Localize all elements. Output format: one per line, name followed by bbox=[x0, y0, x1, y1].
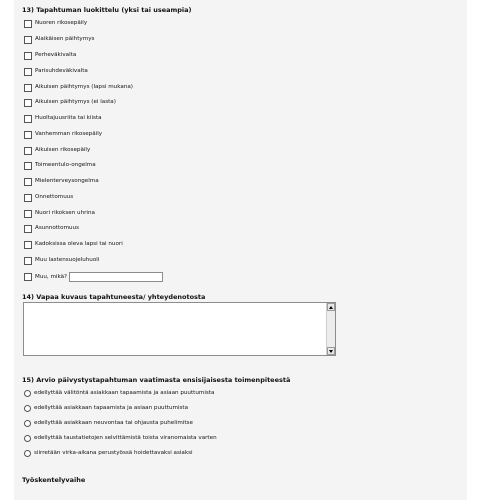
radio-label: edellyttää asiakkaan neuvontaa tai ohjausta puhelimitse bbox=[34, 420, 193, 426]
checkbox-label: Aikuisen rikosepäily bbox=[35, 147, 91, 153]
q15-option-row[interactable] bbox=[24, 434, 217, 443]
description-textarea[interactable] bbox=[23, 302, 336, 356]
scroll-up-button[interactable] bbox=[327, 303, 335, 311]
checkbox[interactable] bbox=[24, 162, 32, 170]
checkbox[interactable] bbox=[24, 178, 32, 186]
checkbox-label: Asunnottomuus bbox=[35, 225, 80, 231]
q13-option-row[interactable] bbox=[24, 240, 123, 249]
checkbox-label: Kadoksissa oleva lapsi tai nuori bbox=[35, 241, 123, 247]
radio-button[interactable] bbox=[24, 435, 31, 442]
scroll-down-button[interactable] bbox=[327, 347, 335, 355]
q13-option-row[interactable] bbox=[24, 177, 99, 186]
checkbox[interactable] bbox=[24, 225, 32, 233]
q13-option-row[interactable] bbox=[24, 193, 73, 202]
radio-button[interactable] bbox=[24, 420, 31, 427]
other-checkbox[interactable] bbox=[24, 273, 32, 281]
q13-option-row[interactable] bbox=[24, 146, 90, 155]
radio-label: edellyttää välitöntä asiakkaan tapaamista ja asiaan puuttumista bbox=[34, 390, 215, 396]
radio-label: edellyttää taustatietojen selvittämistä toista viranomaista varten bbox=[34, 435, 217, 441]
q13-option-row[interactable] bbox=[24, 19, 87, 28]
checkbox-label: Parisuhdeväkivalta bbox=[35, 68, 88, 74]
checkbox[interactable] bbox=[24, 210, 32, 218]
q14-title: 14) Vapaa kuvaus tapahtuneesta/ yhteydenotosta bbox=[22, 293, 206, 301]
textarea-scrollbar[interactable] bbox=[326, 303, 335, 355]
checkbox[interactable] bbox=[24, 68, 32, 76]
q13-option-row[interactable] bbox=[24, 130, 102, 139]
checkbox[interactable] bbox=[24, 241, 32, 249]
q13-option-row[interactable] bbox=[24, 98, 116, 107]
checkbox-label: Nuori rikoksen uhrina bbox=[35, 210, 95, 216]
checkbox-label: Perheväkivalta bbox=[35, 52, 77, 58]
q13-option-row[interactable] bbox=[24, 35, 94, 44]
checkbox[interactable] bbox=[24, 84, 32, 92]
q15-option-row[interactable] bbox=[24, 389, 214, 398]
q15-option-row[interactable] bbox=[24, 449, 193, 458]
q13-option-row[interactable] bbox=[24, 114, 102, 123]
q15-title: 15) Arvio päivystystapahtuman vaatimasta ensisijaisesta toimenpiteestä bbox=[22, 376, 291, 384]
checkbox[interactable] bbox=[24, 99, 32, 107]
checkbox[interactable] bbox=[24, 194, 32, 202]
checkbox[interactable] bbox=[24, 52, 32, 60]
other-text-input[interactable] bbox=[69, 272, 163, 282]
q13-option-row[interactable] bbox=[24, 209, 95, 218]
q15-option-row[interactable] bbox=[24, 404, 188, 413]
arrow-up-icon bbox=[329, 306, 333, 309]
checkbox-label: Alaikäisen päihtymys bbox=[35, 36, 95, 42]
q15-option-row[interactable] bbox=[24, 419, 193, 428]
checkbox[interactable] bbox=[24, 257, 32, 265]
checkbox-label: Mielenterveysongelma bbox=[35, 178, 99, 184]
checkbox-label: Vanhemman rikosepäily bbox=[35, 131, 103, 137]
q13-option-row[interactable] bbox=[24, 161, 96, 170]
other-label: Muu, mikä? bbox=[35, 273, 68, 280]
radio-button[interactable] bbox=[24, 390, 31, 397]
checkbox[interactable] bbox=[24, 20, 32, 28]
arrow-down-icon bbox=[329, 350, 333, 353]
section-heading: Työskentelyvaihe bbox=[22, 476, 86, 484]
checkbox-label: Huoltajuusriita tai kiista bbox=[35, 115, 102, 121]
q13-option-row[interactable] bbox=[24, 51, 76, 60]
radio-label: edellyttää asiakkaan tapaamista ja asiaan puuttumista bbox=[34, 405, 189, 411]
form-page bbox=[14, 0, 467, 500]
checkbox[interactable] bbox=[24, 147, 32, 155]
radio-label: siirretään virka-aikana perustyössä hoidettavaksi asiaksi bbox=[34, 450, 193, 456]
checkbox-label: Muu lastensuojeluhuoli bbox=[35, 257, 100, 263]
radio-button[interactable] bbox=[24, 405, 31, 412]
q13-title: 13) Tapahtuman luokittelu (yksi tai useampia) bbox=[22, 6, 192, 14]
checkbox[interactable] bbox=[24, 131, 32, 139]
checkbox-label: Aikuisen päihtymys (lapsi mukana) bbox=[35, 84, 133, 90]
radio-button[interactable] bbox=[24, 450, 31, 457]
checkbox-label: Aikuisen päihtymys (ei lasta) bbox=[35, 99, 116, 105]
q13-option-row[interactable] bbox=[24, 224, 79, 233]
checkbox[interactable] bbox=[24, 115, 32, 123]
checkbox[interactable] bbox=[24, 36, 32, 44]
q13-option-row[interactable] bbox=[24, 67, 88, 76]
checkbox-label: Nuoren rikosepäily bbox=[35, 20, 88, 26]
q13-option-row[interactable] bbox=[24, 256, 99, 265]
q13-other-row[interactable] bbox=[24, 272, 163, 282]
checkbox-label: Onnettomuus bbox=[35, 194, 74, 200]
checkbox-label: Toimeentulo-ongelma bbox=[35, 162, 96, 168]
q13-option-row[interactable] bbox=[24, 83, 133, 92]
